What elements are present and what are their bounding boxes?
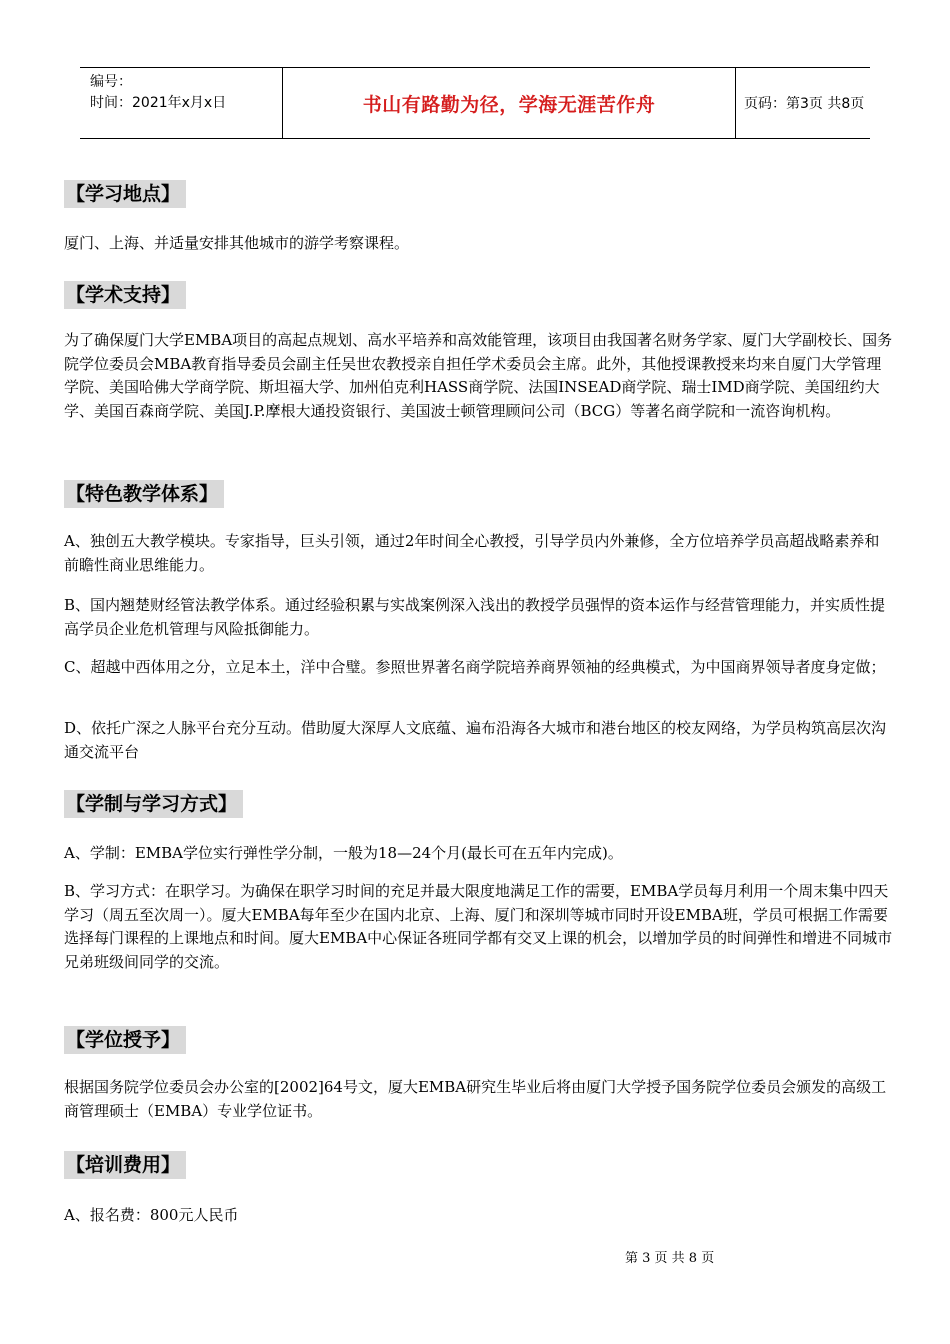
header-page-cell — [736, 68, 870, 138]
section-title-academic-support: 【学术支持】 — [64, 281, 186, 309]
section-paragraph: A、报名费：800元人民币 — [64, 1206, 239, 1224]
section-paragraph: B、学习方式：在职学习。为确保在职学习时间的充足并最大限度地满足工作的需要，EMBA学员每月利用一个周末集中四天学习（周五至次周一）。厦大EMBA每年至少在国内北京、上海、厦门和深圳等城市同时开设EMBA班，学员可根据工作需要选择每门课程的上课地点和时间。厦大EMBA中心保证各班同学都有交叉上课的机会，以增加学员的时间弹性和增进不同城市兄弟班级间同学的交流。 — [64, 882, 893, 971]
header-motto-cell — [282, 68, 736, 138]
section-title-study-mode: 【学制与学习方式】 — [64, 790, 243, 818]
section-paragraph: 厦门、上海、并适量安排其他城市的游学考察课程。 — [64, 234, 410, 252]
section-title-teaching-system: 【特色教学体系】 — [64, 480, 224, 508]
number-label: 编号： — [90, 74, 132, 90]
section-title-location: 【学习地点】 — [64, 180, 186, 208]
document-header — [80, 67, 870, 139]
section-paragraph: A、独创五大教学模块。专家指导，巨头引领，通过2年时间全心教授，引导学员内外兼修，全方位培养学员高超战略素养和前瞻性商业思维能力。 — [64, 532, 880, 574]
header-meta — [80, 68, 282, 138]
section-title-degree: 【学位授予】 — [64, 1026, 186, 1054]
section-paragraph: B、国内翘楚财经管法教学体系。通过经验积累与实战案例深入浅出的教授学员强悍的资本运作与经营管理能力，并实质性提高学员企业危机管理与风险抵御能力。 — [64, 596, 886, 638]
page-footer: 第 3 页 共 8 页 — [625, 1251, 715, 1266]
section-title-fees: 【培训费用】 — [64, 1151, 186, 1179]
section-paragraph: 根据国务院学位委员会办公室的[2002]64号文，厦大EMBA研究生毕业后将由厦门大学授予国务院学位委员会颁发的高级工商管理硕士（EMBA）专业学位证书。 — [64, 1078, 887, 1120]
section-paragraph: 为了确保厦门大学EMBA项目的高起点规划、高水平培养和高效能管理，该项目由我国著名财务学家、厦门大学副校长、国务院学位委员会MBA教育指导委员会副主任吴世农教授亲自担任学术委员会主席。此外，其他授课教授来均来自厦门大学管理学院、美国哈佛大学商学院、斯坦福大学、加州伯克利HASS商学院、法国INSEAD商学院、瑞士IMD商学院、美国纽约大学、美国百森商学院、美国J.P.摩根大通投资银行、美国波士顿管理顾问公司（BCG）等著名商学院和一流咨询机构。 — [64, 331, 893, 420]
section-paragraph: A、学制：EMBA学位实行弹性学分制，一般为18—24个月(最长可在五年内完成)。 — [64, 844, 623, 862]
date-label: 时间：2021年x月x日 — [90, 95, 227, 111]
section-paragraph: D、依托广深之人脉平台充分互动。借助厦大深厚人文底蕴、遍布沿海各大城市和港台地区的校友网络，为学员构筑高层次沟通交流平台 — [64, 719, 887, 761]
section-paragraph: C、超越中西体用之分，立足本土，洋中合璧。参照世界著名商学院培养商界领袖的经典模式，为中国商界领导者度身定做； — [64, 658, 886, 676]
page-info: 页码：第3页 共8页 — [744, 96, 865, 112]
motto: 书山有路勤为径，学海无涯苦作舟 — [362, 93, 656, 116]
